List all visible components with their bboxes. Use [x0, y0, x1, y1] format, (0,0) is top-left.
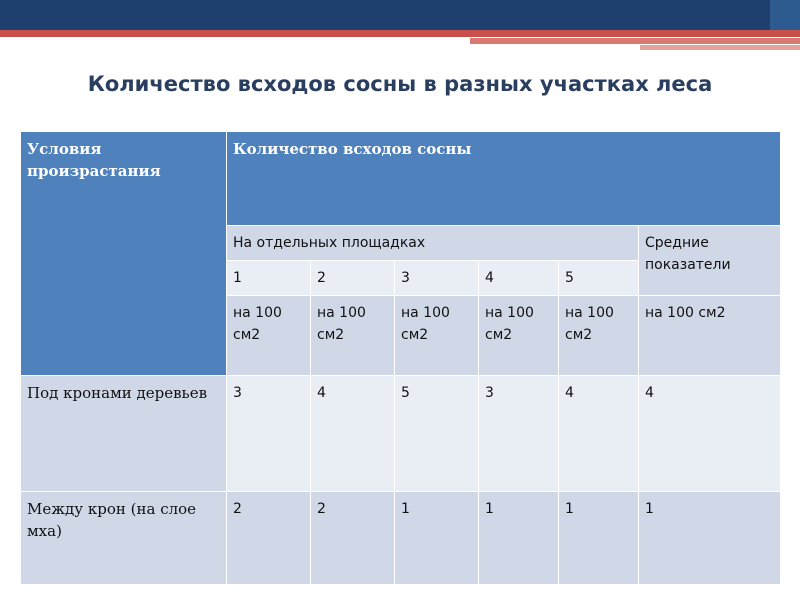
- unit-cell: на 100 см2: [395, 296, 479, 376]
- row-condition: Между крон (на слое мха): [21, 492, 227, 585]
- unit-cell: на 100 см2: [559, 296, 639, 376]
- data-table: [20, 131, 781, 585]
- row-condition: Под кронами деревьев: [21, 376, 227, 492]
- value-cell: 2: [311, 492, 395, 585]
- plot-number: 5: [559, 261, 639, 296]
- plot-number: 3: [395, 261, 479, 296]
- decorative-stripe: [640, 45, 800, 50]
- decorative-stripe: [470, 38, 800, 44]
- value-cell: 1: [479, 492, 559, 585]
- value-cell-average: 4: [639, 376, 781, 492]
- header-row: [21, 132, 781, 226]
- plot-number: 4: [479, 261, 559, 296]
- plot-number: 2: [311, 261, 395, 296]
- unit-cell-average: на 100 см2: [639, 296, 781, 376]
- plot-number: 1: [227, 261, 311, 296]
- unit-cell: на 100 см2: [479, 296, 559, 376]
- header-plots: На отдельных площадках: [227, 226, 639, 261]
- value-cell: 5: [395, 376, 479, 492]
- value-cell: 3: [479, 376, 559, 492]
- top-bar: [0, 0, 800, 30]
- value-cell: 4: [311, 376, 395, 492]
- header-conditions: Условия произрастания: [21, 132, 227, 376]
- table-row: [21, 492, 781, 585]
- decorative-stripe: [0, 30, 800, 37]
- table-row: [21, 376, 781, 492]
- value-cell: 4: [559, 376, 639, 492]
- value-cell: 3: [227, 376, 311, 492]
- header-average: Средние показатели: [639, 226, 781, 296]
- value-cell: 1: [395, 492, 479, 585]
- unit-cell: на 100 см2: [311, 296, 395, 376]
- value-cell-average: 1: [639, 492, 781, 585]
- header-count: Количество всходов сосны: [227, 132, 781, 226]
- top-bar-accent: [770, 0, 800, 30]
- unit-cell: на 100 см2: [227, 296, 311, 376]
- value-cell: 1: [559, 492, 639, 585]
- value-cell: 2: [227, 492, 311, 585]
- page-title: Количество всходов сосны в разных участках леса: [87, 72, 713, 96]
